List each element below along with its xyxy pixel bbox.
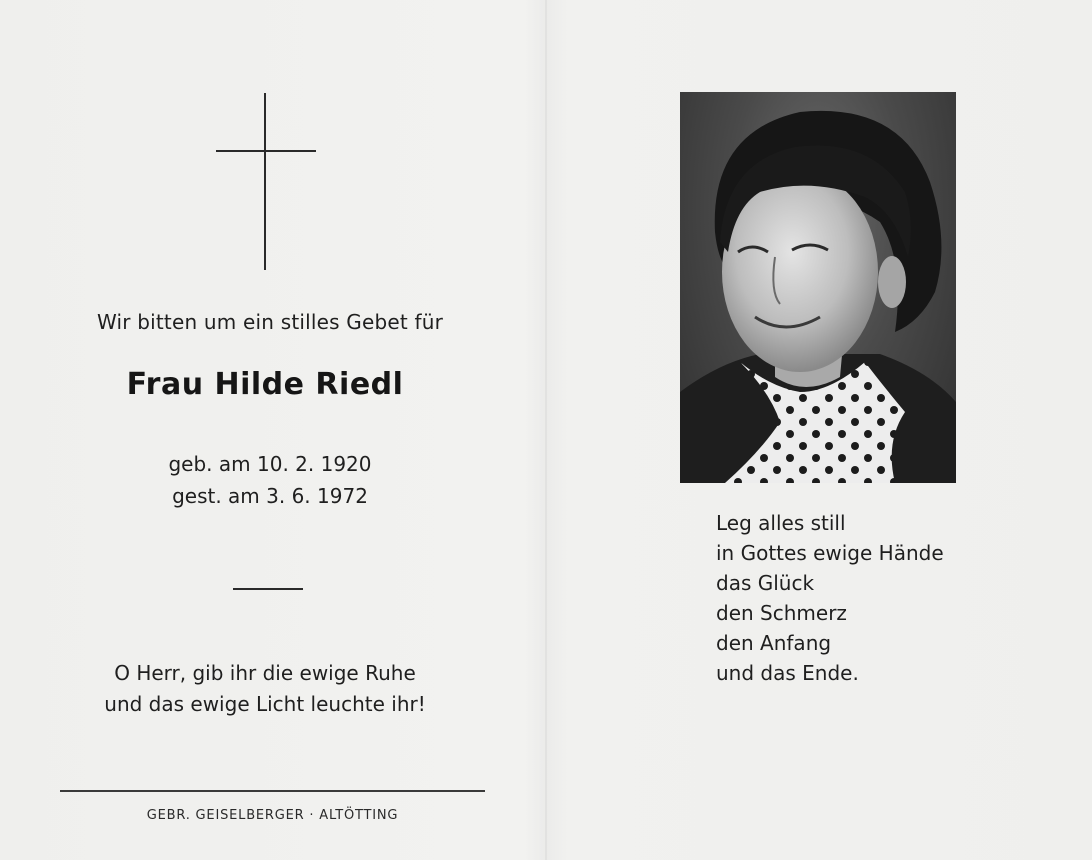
death-date: gest. am 3. 6. 1972 [172,484,368,508]
verse-line-1: Leg alles still [716,511,846,535]
portrait-illustration [680,92,956,483]
printer-imprint: GEBR. GEISELBERGER · ALTÖTTING [146,808,399,823]
footer-divider [60,790,485,792]
cross-icon [216,93,316,270]
prayer-line-2: und das ewige Licht leuchte ihr! [104,692,426,716]
portrait-photo [680,92,956,483]
short-divider [233,588,303,590]
card-fold [545,0,547,860]
prayer-request-text: Wir bitten um ein stilles Gebet für [96,310,444,334]
verse-line-2: in Gottes ewige Hände [716,541,944,565]
verse-line-4: den Schmerz [716,601,847,625]
birth-date: geb. am 10. 2. 1920 [168,452,372,476]
prayer-line-1: O Herr, gib ihr die ewige Ruhe [114,661,416,685]
memorial-verse [716,508,944,688]
cross-vertical-bar [264,93,266,270]
deceased-name: Frau Hilde Riedl [126,367,404,402]
cross-horizontal-bar [216,150,316,152]
verse-line-5: den Anfang [716,631,832,655]
closing-prayer [40,658,490,720]
verse-line-3: das Glück [716,571,815,595]
life-dates [40,448,500,512]
verse-line-6: und das Ende. [716,661,859,685]
